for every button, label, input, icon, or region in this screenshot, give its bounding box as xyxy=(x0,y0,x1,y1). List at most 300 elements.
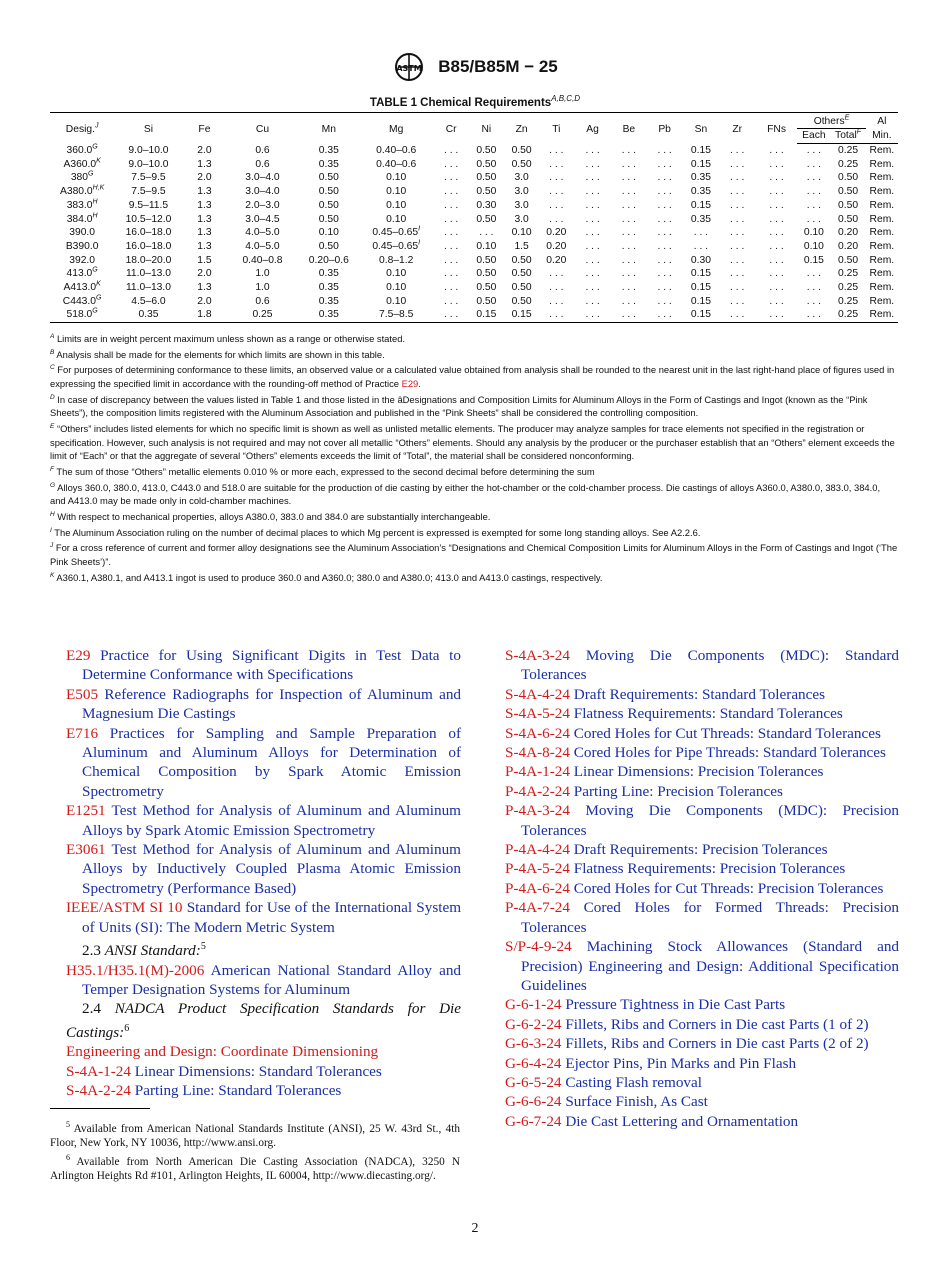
col-fns: FNs xyxy=(756,113,797,144)
cell-desig: $380^G$ xyxy=(70,170,94,184)
cell-sn: 0.15 xyxy=(683,308,718,322)
reference-code-link[interactable]: Engineering and Design: Coordinate Dimensioning xyxy=(66,1043,379,1061)
cell-ag: . . . xyxy=(585,295,600,307)
cell-ni: 0.50 xyxy=(476,268,497,280)
cell-zn: 0.50 xyxy=(511,295,532,307)
col-be: Be xyxy=(612,113,646,144)
table-footnote: $^C$ For purposes of determining conformance to these limits, an observed value or a calculated value obtained from analysis shall be rounded to the nearest unit in the last right-hand place of figures used in expressing the specified limit in accordance with the rounding-off method of Practice E29. xyxy=(50,364,895,390)
cell-each: . . . xyxy=(806,295,822,307)
cell-mn: 0.35 xyxy=(318,268,339,280)
cell-ti: . . . xyxy=(549,199,564,211)
nadca-references xyxy=(66,1042,461,1100)
cell-zn: 0.50 xyxy=(511,282,532,294)
table-footnote: $^K$ A360.1, A380.1, and A413.1 ingot is used to produce 360.0 and A360.0; 380.0 and A380.0; 413.0 and A413.0 castings, respectively. xyxy=(50,571,603,583)
cell-fe: 2.0 xyxy=(197,295,212,307)
cell-mg: 0.10 xyxy=(386,199,407,211)
cell-pb: . . . xyxy=(657,227,672,239)
reference-title-link[interactable]: Moving Die Components (MDC): Precision Tolerances xyxy=(521,802,899,839)
reference-item xyxy=(66,1062,461,1081)
cell-ni: 0.50 xyxy=(476,213,497,225)
col-cr: Cr xyxy=(434,113,469,144)
cell-si: 10.5–12.0 xyxy=(125,213,172,225)
cell-zr: . . . xyxy=(730,158,745,170)
reference-code-link[interactable]: G-6-3-24 xyxy=(505,1035,562,1053)
reference-code-link[interactable]: S-4A-2-24 xyxy=(66,1082,131,1100)
reference-title-link[interactable]: Pressure Tightness in Die Cast Parts xyxy=(565,996,786,1014)
references-left-column xyxy=(66,646,461,1100)
col-pb: Pb xyxy=(646,113,683,144)
table-title-text: TABLE 1 Chemical Requirements xyxy=(369,96,552,109)
cell-ag: . . . xyxy=(585,254,600,266)
document-header xyxy=(0,52,950,82)
reference-title-link[interactable]: Cored Holes for Cut Threads: Precision Tolerances xyxy=(573,879,884,897)
col-zn: Zn xyxy=(504,113,539,144)
cell-fe: 1.3 xyxy=(197,240,212,252)
cell-zn: 3.0 xyxy=(514,172,529,184)
reference-code-link[interactable]: S/P-4-9-24 xyxy=(505,938,572,956)
cell-al: Rem. xyxy=(869,158,895,170)
cell-ti: . . . xyxy=(549,268,564,280)
cell-be: . . . xyxy=(621,199,637,211)
cell-ag: . . . xyxy=(585,186,600,198)
reference-item xyxy=(505,1112,899,1131)
reference-item xyxy=(505,801,899,840)
cell-be: . . . xyxy=(621,158,637,170)
reference-code-link[interactable]: P-4A-4-24 xyxy=(505,841,570,859)
cell-mn: 0.35 xyxy=(318,282,339,294)
table-row xyxy=(50,267,898,281)
section-2-3: 2.3 ANSI Standard:$^5$ xyxy=(82,941,206,960)
cell-ni: 0.50 xyxy=(476,186,497,198)
footnote-mark: H xyxy=(92,212,98,220)
cell-pb: . . . xyxy=(657,268,672,280)
cell-cu: 4.0–5.0 xyxy=(245,227,280,239)
cell-ag: . . . xyxy=(573,308,611,322)
reference-title-link[interactable]: Test Method for Analysis of Aluminum and Aluminum Alloys by Inductively Coupled Plasma Atomic Emission Spectrometry (Performance Based) xyxy=(82,841,461,897)
cell-mn: 0.20–0.6 xyxy=(308,254,349,266)
reference-title-link[interactable]: Draft Requirements: Precision Tolerances xyxy=(573,841,828,859)
reference-item xyxy=(505,937,899,995)
reference-title-link[interactable]: Standard for Use of the International System of Units (SI): The Modern Metric System xyxy=(82,899,462,936)
cell-cr: . . . xyxy=(443,186,459,198)
cell-ag: . . . xyxy=(585,282,600,294)
cell-total: 0.25 xyxy=(830,308,865,322)
reference-title-link[interactable]: Machining Stock Allowances (Standard and Precision) Engineering and Design: Additional Specification Guidelines xyxy=(521,938,900,994)
table-footnote: $^I$ The Aluminum Association ruling on the number of decimal places to which Mg percent is expressed is exempted for some long standing alloys. See A2.2.6. xyxy=(50,526,701,538)
cell-pb: . . . xyxy=(657,158,672,170)
footnote-mark: H xyxy=(92,198,98,206)
reference-item xyxy=(505,995,899,1014)
reference-item xyxy=(66,840,461,898)
cell-cr: . . . xyxy=(443,295,459,307)
cell-fns: . . . xyxy=(769,240,784,252)
cell-total: 0.50 xyxy=(838,254,859,266)
cell-ni: . . . xyxy=(479,227,494,239)
reference-title-link[interactable]: Practices for Sampling and Sample Preparation of Aluminum and Aluminum Alloys for Determination of Chemical Composition by Spark Atomic Emission Spectrometry xyxy=(82,724,462,800)
reference-title-link[interactable]: Flatness Requirements: Standard Tolerances xyxy=(573,705,843,723)
footnote-mark: E xyxy=(50,423,55,431)
reference-code-link[interactable]: S-4A-3-24 xyxy=(505,647,570,664)
reference-title-link[interactable]: Cored Holes for Formed Threads: Precision Tolerances xyxy=(521,899,900,936)
cell-fns: . . . xyxy=(769,186,784,198)
cell-desig: $C443.0^G$ xyxy=(62,294,102,307)
table-row xyxy=(50,158,898,172)
cell-each: . . . xyxy=(806,213,822,225)
cell-desig: $360.0^G$ xyxy=(66,143,98,156)
reference-code-link[interactable]: E1251 xyxy=(66,802,106,820)
reference-title-link[interactable]: Test Method for Analysis of Aluminum and Aluminum Alloys by Spark Atomic Emission Spectrometry xyxy=(82,802,461,839)
cell-al: Rem. xyxy=(869,145,895,156)
footnote-mark: J xyxy=(50,542,54,550)
cell-pb: . . . xyxy=(646,308,683,322)
table-row xyxy=(50,226,898,240)
reference-item xyxy=(505,898,899,937)
reference-code-link[interactable]: S-4A-8-24 xyxy=(505,744,570,762)
cell-mg: 7.5–8.5 xyxy=(359,308,434,322)
cell-sn: 0.15 xyxy=(690,282,711,294)
cell-each: . . . xyxy=(806,186,822,198)
cell-zr: . . . xyxy=(730,254,745,266)
reference-code-link[interactable]: IEEE/ASTM SI 10 xyxy=(66,899,183,917)
cell-fe: 2.0 xyxy=(197,172,212,184)
cell-cu: 0.6 xyxy=(255,295,270,307)
footnote-divider xyxy=(50,1108,150,1109)
reference-title-link[interactable]: Fillets, Ribs and Corners in Die cast Parts (2 of 2) xyxy=(565,1035,869,1053)
reference-code-link[interactable]: E716 xyxy=(66,724,99,742)
table-footnote: $^A$ Limits are in weight percent maximum unless shown as a range or otherwise stated. xyxy=(50,333,406,345)
reference-code-link[interactable]: S-4A-1-24 xyxy=(66,1062,131,1080)
cell-total: 0.25 xyxy=(838,295,859,307)
cell-al: Rem. xyxy=(869,186,895,198)
footnote-mark: H xyxy=(50,511,55,518)
cell-zr: . . . xyxy=(730,295,745,307)
cell-cr: . . . xyxy=(443,227,459,239)
reference-code-link[interactable]: P-4A-7-24 xyxy=(505,899,570,917)
cell-be: . . . xyxy=(621,227,637,239)
cell-cr: . . . xyxy=(443,144,459,156)
reference-item xyxy=(505,762,899,781)
reference-title-link[interactable]: Casting Flash removal xyxy=(565,1073,702,1091)
cell-cu: 3.0–4.0 xyxy=(245,186,280,198)
cell-ti: . . . xyxy=(549,172,564,184)
table-footnote: $^E$ “Others” includes listed elements for which no specific limit is shown as well as unlisted metallic elements. The producer may analyze samples for trace elements not specified in the registration or specification. However, such analysis is not required and may not cover all metallic “Others” elements. Should any analysis by the producer or the purchaser establish that an “Others” element exceeds the limit of “Each” or that the aggregate of several “Others” elements exceeds the limit of “Total”, the material shall be considered nonconforming. xyxy=(50,423,895,462)
footnote-number: 5 xyxy=(66,1120,70,1129)
cell-ni: 0.50 xyxy=(476,158,497,170)
cell-ti: . . . xyxy=(539,308,573,322)
cell-desig: B390.0 xyxy=(65,240,99,252)
reference-item xyxy=(505,1054,899,1073)
cell-fns: . . . xyxy=(769,213,784,225)
cell-cr: . . . xyxy=(443,240,459,252)
footnote-link[interactable]: E29 xyxy=(401,378,419,390)
col-ni: Ni xyxy=(469,113,504,144)
cell-ni: 0.50 xyxy=(476,282,497,294)
cell-mn: 0.50 xyxy=(318,186,339,198)
reference-code-link[interactable]: E505 xyxy=(66,685,99,703)
col-si: Si xyxy=(114,113,182,144)
reference-code-link[interactable]: G-6-7-24 xyxy=(505,1112,562,1130)
cell-fe: 1.3 xyxy=(197,199,212,211)
cell-fe: 1.5 xyxy=(197,254,212,266)
cell-ag: . . . xyxy=(585,240,600,252)
reference-title-link[interactable]: Flatness Requirements: Precision Tolerances xyxy=(573,860,846,878)
reference-title-link[interactable]: Moving Die Components (MDC): Standard Tolerances xyxy=(521,647,899,684)
reference-title-link[interactable]: Draft Requirements: Standard Tolerances xyxy=(573,685,826,703)
reference-item xyxy=(505,1034,899,1053)
reference-code-link[interactable]: P-4A-1-24 xyxy=(505,763,570,781)
reference-code-link[interactable]: G-6-4-24 xyxy=(505,1054,562,1072)
reference-title-link[interactable]: Parting Line: Standard Tolerances xyxy=(134,1082,342,1100)
chemical-requirements-table xyxy=(50,112,898,323)
cell-each: 0.10 xyxy=(803,240,824,252)
cell-zr: . . . xyxy=(730,186,745,198)
cell-zn: 0.50 xyxy=(511,144,532,156)
reference-code-link[interactable]: P-4A-2-24 xyxy=(505,782,570,800)
cell-zn: 3.0 xyxy=(514,186,529,198)
cell-mn: 0.35 xyxy=(318,144,339,156)
reference-code-link[interactable]: G-6-2-24 xyxy=(505,1015,562,1033)
reference-code-link[interactable]: S-4A-5-24 xyxy=(505,705,570,723)
reference-item xyxy=(505,704,899,723)
cell-si: 9.5–11.5 xyxy=(128,199,169,211)
cell-si: 7.5–9.5 xyxy=(131,186,166,198)
cell-be: . . . xyxy=(621,268,637,280)
cell-al: Rem. xyxy=(869,213,895,225)
reference-code-link[interactable]: S-4A-4-24 xyxy=(505,685,570,703)
reference-code-link[interactable]: G-6-5-24 xyxy=(505,1073,562,1091)
cell-each: . . . xyxy=(806,172,822,184)
footnote-mark: A xyxy=(50,333,55,340)
cell-al: Rem. xyxy=(869,240,895,252)
footnote-number: 6 xyxy=(66,1152,70,1162)
cell-mg: 0.10 xyxy=(386,268,407,280)
cell-total: 0.25 xyxy=(838,282,859,294)
cell-pb: . . . xyxy=(657,144,672,156)
table-title xyxy=(0,94,950,109)
reference-title-link[interactable]: Linear Dimensions: Standard Tolerances xyxy=(134,1062,382,1080)
cell-fns: . . . xyxy=(769,144,784,156)
cell-desig: $A380.0^{H,K}$ xyxy=(59,184,105,198)
reference-title-link[interactable]: Die Cast Lettering and Ornamentation xyxy=(565,1112,799,1130)
cell-zn: 3.0 xyxy=(514,213,529,225)
reference-title-link[interactable]: American National Standard Alloy and Temper Designation Systems for Aluminum xyxy=(82,961,462,998)
reference-code-link[interactable]: E29 xyxy=(66,647,91,664)
footnote-mark: G xyxy=(96,294,102,302)
document-designation: B85/B85M − 25 xyxy=(438,57,558,76)
cell-desig: $518.0^G$ xyxy=(50,308,114,322)
col-each: Each xyxy=(797,129,830,144)
reference-item xyxy=(505,782,899,801)
cell-zr: . . . xyxy=(730,227,745,239)
footnote-mark: F xyxy=(50,465,54,473)
table-row xyxy=(50,240,898,254)
reference-title-link[interactable]: Parting Line: Precision Tolerances xyxy=(573,782,783,800)
cell-fe: 2.0 xyxy=(197,268,212,280)
cell-total: 0.50 xyxy=(838,199,859,211)
cell-cr: . . . xyxy=(443,199,459,211)
cell-cu: 4.0–5.0 xyxy=(245,240,280,252)
cell-total: 0.25 xyxy=(838,158,859,170)
astm-references xyxy=(66,646,461,937)
cell-fe: 1.8 xyxy=(183,308,227,322)
reference-title-link[interactable]: Practice for Using Significant Digits in Test Data to Determine Conformance with Specifications xyxy=(82,647,461,684)
cell-cr: . . . xyxy=(443,213,459,225)
footnote-mark: G xyxy=(50,481,56,489)
cell-ti: . . . xyxy=(549,186,564,198)
reference-title-link[interactable]: Cored Holes for Pipe Threads: Standard Tolerances xyxy=(573,744,886,762)
cell-total: 0.50 xyxy=(838,213,859,225)
cell-fe: 1.3 xyxy=(197,186,212,198)
reference-title-link[interactable]: Cored Holes for Cut Threads: Standard Tolerances xyxy=(573,724,881,742)
col-sn: Sn xyxy=(683,113,718,144)
cell-mn: 0.10 xyxy=(318,227,339,239)
reference-title-link[interactable]: Reference Radiographs for Inspection of Aluminum and Magnesium Die Castings xyxy=(82,685,462,723)
cell-total: 0.50 xyxy=(838,186,859,198)
reference-title-link[interactable]: Ejector Pins, Pin Marks and Pin Flash xyxy=(565,1054,797,1072)
cell-ti: 0.20 xyxy=(546,240,567,252)
cell-sn: 0.15 xyxy=(690,268,711,280)
reference-item xyxy=(505,646,899,685)
cell-each: 0.10 xyxy=(803,227,824,239)
reference-item xyxy=(505,840,899,859)
cell-zr: . . . xyxy=(719,308,756,322)
cell-cu: 1.0 xyxy=(255,268,270,280)
cell-si: 16.0–18.0 xyxy=(125,227,172,239)
cell-mg: 0.8–1.2 xyxy=(379,254,414,266)
cell-al: Rem. xyxy=(869,268,895,280)
cell-zn: 0.50 xyxy=(511,254,532,266)
cell-desig: $A413.0^K$ xyxy=(63,280,101,294)
cell-mg: $0.45-0.65^I$ xyxy=(372,225,421,239)
table-footnote: $^H$ With respect to mechanical properties, alloys A380.0, 383.0 and 384.0 are substantially interchangeable. xyxy=(50,511,491,523)
cell-sn: 0.15 xyxy=(690,199,711,211)
col-total: Total$^F$ xyxy=(830,129,865,144)
cell-zr: . . . xyxy=(730,240,745,252)
cell-fe: 2.0 xyxy=(197,144,212,156)
cell-desig: 390.0 xyxy=(69,227,96,239)
reference-code-link[interactable]: P-4A-5-24 xyxy=(505,860,570,878)
reference-title-link[interactable]: Surface Finish, As Cast xyxy=(565,1093,708,1111)
reference-title-link[interactable]: Fillets, Ribs and Corners in Die cast Parts (1 of 2) xyxy=(565,1015,869,1033)
cell-sn: 0.15 xyxy=(690,158,711,170)
cell-zn: 0.15 xyxy=(504,308,539,322)
cell-pb: . . . xyxy=(657,240,672,252)
page-number: 2 xyxy=(471,1221,479,1236)
col-mn: Mn xyxy=(299,113,359,144)
cell-al: Rem. xyxy=(869,172,895,184)
cell-fe: 1.3 xyxy=(197,282,212,294)
reference-code-link[interactable]: S-4A-6-24 xyxy=(505,724,570,742)
reference-code-link[interactable]: P-4A-6-24 xyxy=(505,879,570,897)
cell-mg: $0.45-0.65^I$ xyxy=(372,239,421,252)
col-ti: Ti xyxy=(539,113,573,144)
cell-mn: 0.50 xyxy=(318,199,339,211)
cell-pb: . . . xyxy=(657,186,672,198)
cell-ag: . . . xyxy=(585,172,600,184)
table-row xyxy=(50,213,898,227)
table-header-row xyxy=(50,113,898,129)
cell-si: 11.0–13.0 xyxy=(125,268,171,280)
footnote-mark: I xyxy=(50,526,52,534)
table-row xyxy=(50,144,898,158)
reference-item xyxy=(505,724,899,743)
cell-desig: $384.0^H$ xyxy=(66,212,98,225)
cell-desig: $A360.0^K$ xyxy=(63,157,101,170)
footnote-mark: G xyxy=(92,266,98,274)
table-row xyxy=(50,308,898,322)
cell-cr: . . . xyxy=(443,158,459,170)
cell-cr: . . . xyxy=(434,308,469,322)
cell-si: 11.0–13.0 xyxy=(125,282,171,294)
cell-cu: 0.40–0.8 xyxy=(242,254,283,266)
cell-sn: 0.35 xyxy=(690,172,711,184)
col-ag: Ag xyxy=(573,113,611,144)
cell-fns: . . . xyxy=(769,172,784,184)
cell-si: 0.35 xyxy=(114,308,182,322)
reference-item xyxy=(66,646,461,685)
cell-mg: 0.10 xyxy=(386,213,407,225)
cell-cr: . . . xyxy=(443,268,459,280)
reference-item xyxy=(66,801,461,840)
cell-each: . . . xyxy=(806,158,822,170)
table-footnote: $^D$ In case of discrepancy between the values listed in Table 1 and those listed in the âDesignations and Composition Limits for Aluminum Alloys in the Form of Castings and Ingot (known as the “Pink Sheets”), the composition limits registered with the Aluminum Association and published in the “Pink Sheets” shall be considered the controlling composition. xyxy=(50,393,868,419)
cell-ag: . . . xyxy=(585,227,600,239)
cell-sn: 0.35 xyxy=(690,186,711,198)
reference-item xyxy=(505,1073,899,1092)
cell-total: 0.20 xyxy=(838,240,859,252)
reference-item xyxy=(505,743,899,762)
cell-zr: . . . xyxy=(730,282,745,294)
cell-ti: 0.20 xyxy=(546,254,567,266)
reference-code-link[interactable]: G-6-6-24 xyxy=(505,1093,562,1111)
footnote-mark: C xyxy=(50,364,55,372)
reference-code-link[interactable]: H35.1/H35.1(M)-2006 xyxy=(66,961,205,979)
cell-be: . . . xyxy=(621,172,637,184)
cell-total: 0.25 xyxy=(838,268,859,280)
table-row xyxy=(50,199,898,213)
cell-ni: 0.50 xyxy=(476,172,497,184)
table-body xyxy=(50,144,898,323)
reference-code-link[interactable]: P-4A-3-24 xyxy=(505,802,570,820)
cell-each: . . . xyxy=(797,308,830,322)
cell-al: Rem. xyxy=(869,254,895,266)
cell-desig: 392.0 xyxy=(69,254,96,266)
cell-ni: 0.50 xyxy=(476,295,497,307)
col-fe: Fe xyxy=(183,113,227,144)
cell-zr: . . . xyxy=(730,213,745,225)
table-row xyxy=(50,171,898,185)
reference-code-link[interactable]: E3061 xyxy=(66,841,106,859)
cell-mg: 0.10 xyxy=(386,282,407,294)
cell-fe: 1.3 xyxy=(197,158,212,170)
cell-al: Rem. xyxy=(866,308,898,322)
cell-zn: 1.5 xyxy=(514,240,529,252)
cell-mn: 0.50 xyxy=(318,213,339,225)
footnote-mark: B xyxy=(50,348,55,356)
cell-be: . . . xyxy=(621,213,637,225)
cell-zr: . . . xyxy=(730,144,745,156)
reference-code-link[interactable]: G-6-1-24 xyxy=(505,996,562,1014)
reference-title-link[interactable]: Linear Dimensions: Precision Tolerances xyxy=(573,763,824,781)
cell-al: Rem. xyxy=(869,295,895,307)
references-right-column xyxy=(505,646,899,1131)
table-row xyxy=(50,295,898,309)
cell-sn: 0.15 xyxy=(690,144,711,156)
cell-ni: 0.30 xyxy=(476,199,497,211)
col-cu: Cu xyxy=(226,113,299,144)
cell-si: 7.5–9.5 xyxy=(131,172,166,184)
col-al-bottom: Min. xyxy=(866,129,898,144)
